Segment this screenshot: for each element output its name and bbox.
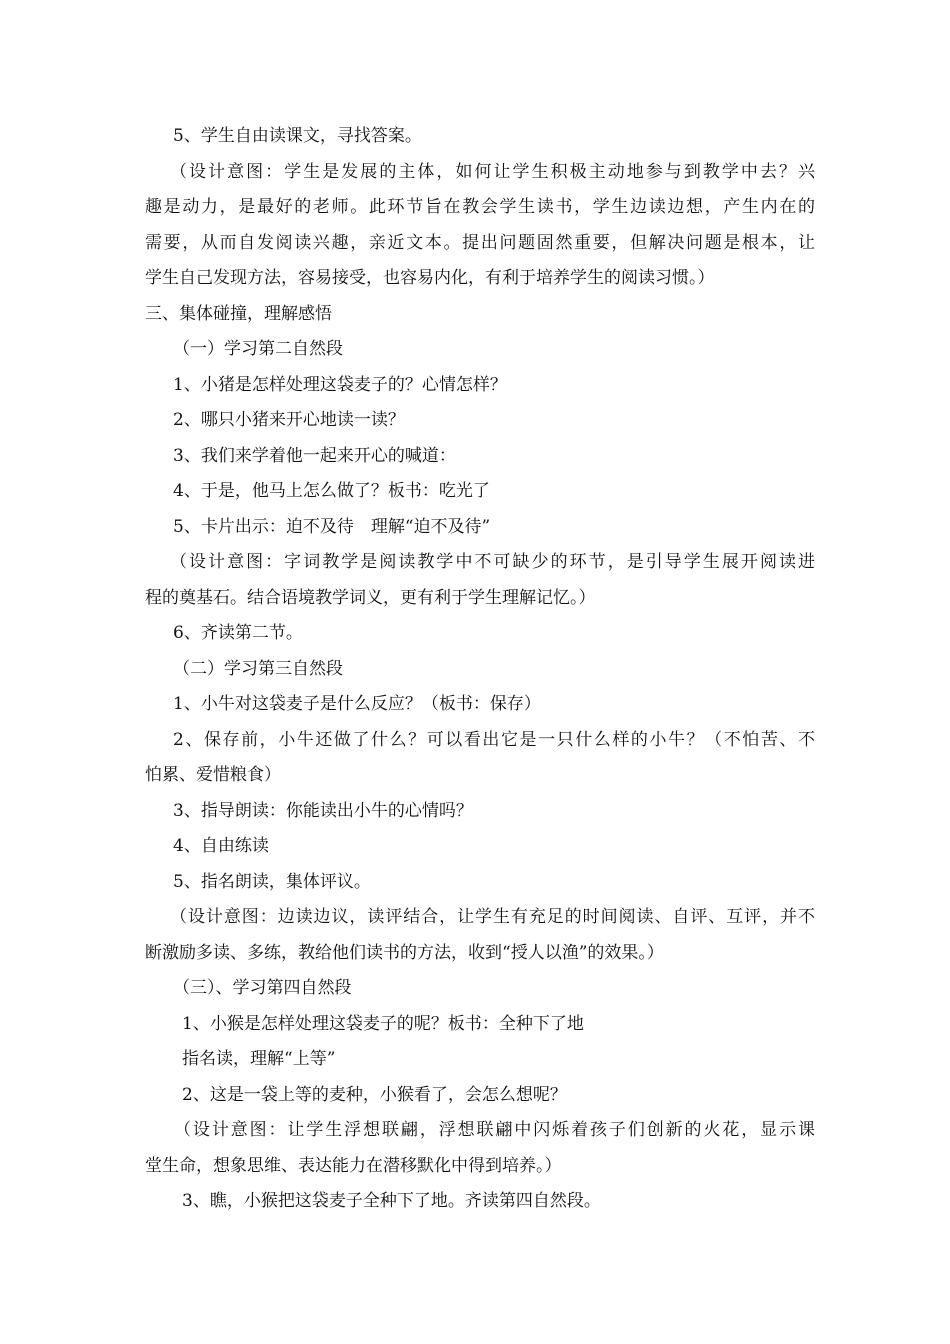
text-line: 2、这是一袋上等的麦种，小猴看了，会怎么想呢？ bbox=[182, 1084, 567, 1105]
design-note-line: 学生自己发现方法，容易接受，也容易内化，有利于培养学生的阅读习惯。） bbox=[145, 268, 715, 288]
document-body bbox=[145, 119, 815, 1220]
design-note-line: （设计意图：让学生浮想联翩，浮想联翩中闪烁着孩子们创新的火花，显示课 bbox=[174, 1120, 815, 1140]
subsection-heading: （一）学习第二自然段 bbox=[173, 339, 343, 359]
text-line: 5、学生自由读课文，寻找答案。 bbox=[173, 126, 422, 146]
design-note-line: 堂生命，想象思维、表达能力在潜移默化中得到培养。） bbox=[145, 1155, 562, 1176]
text-line: 1、小猪是怎样处理这袋麦子的？心情怎样？ bbox=[173, 374, 507, 395]
text-line: 4、于是，他马上怎么做了？板书：吃光了 bbox=[173, 481, 490, 501]
subsection-heading: （二）学习第三自然段 bbox=[173, 658, 343, 679]
design-note-line: 断激励多读、多练，教给他们读书的方法，收到“授人以渔”的效果。） bbox=[145, 942, 664, 963]
design-note-line: 趣是动力，是最好的老师。此环节旨在教会学生读书，学生边读边想，产生内在的 bbox=[145, 197, 815, 217]
text-line: 怕累、爱惜粮食） bbox=[145, 765, 281, 785]
text-line: 1、小猴是怎样处理这袋麦子的呢？板书：全种下了地 bbox=[182, 1013, 584, 1034]
design-note-line: （设计意图：学生是发展的主体，如何让学生积极主动地参与到教学中去？兴 bbox=[170, 161, 815, 182]
text-line: 3、我们来学着他一起来开心的喊道： bbox=[173, 445, 456, 466]
text-line: 5、卡片出示：迫不及待 理解“迫不及待” bbox=[173, 516, 491, 537]
text-line: 2、保存前，小牛还做了什么？可以看出它是一只什么样的小牛？（不怕苦、不 bbox=[173, 729, 815, 750]
section-heading: 三、集体碰撞，理解感悟 bbox=[145, 303, 332, 324]
text-line: 5、指名朗读，集体评议。 bbox=[173, 871, 371, 892]
text-line: 4、自由练读 bbox=[173, 836, 269, 856]
text-line: 3、指导朗读：你能读出小牛的心情吗？ bbox=[173, 800, 473, 821]
subsection-heading: （三）、学习第四自然段 bbox=[173, 978, 352, 998]
text-line: 2、哪只小猪来开心地读一读？ bbox=[173, 410, 405, 430]
text-line: 指名读，理解“上等” bbox=[182, 1049, 336, 1069]
design-note-line: （设计意图：字词教学是阅读教学中不可缺少的环节，是引导学生展开阅读进 bbox=[170, 552, 815, 572]
text-line: 1、小牛对这袋麦子是什么反应？（板书：保存） bbox=[173, 694, 541, 714]
design-note-line: （设计意图：边读边议，读评结合，让学生有充足的时间阅读、自评、互评，并不 bbox=[170, 907, 815, 927]
design-note-line: 需要，从而自发阅读兴趣，亲近文本。提出问题固然重要，但解决问题是根本，让 bbox=[145, 232, 815, 253]
text-line: 6、齐读第二节。 bbox=[173, 623, 303, 643]
design-note-line: 程的奠基石。结合语境教学词义，更有利于学生理解记忆。） bbox=[145, 587, 596, 608]
text-line: 3、瞧，小猴把这袋麦子全种下了地。齐读第四自然段。 bbox=[182, 1191, 601, 1211]
